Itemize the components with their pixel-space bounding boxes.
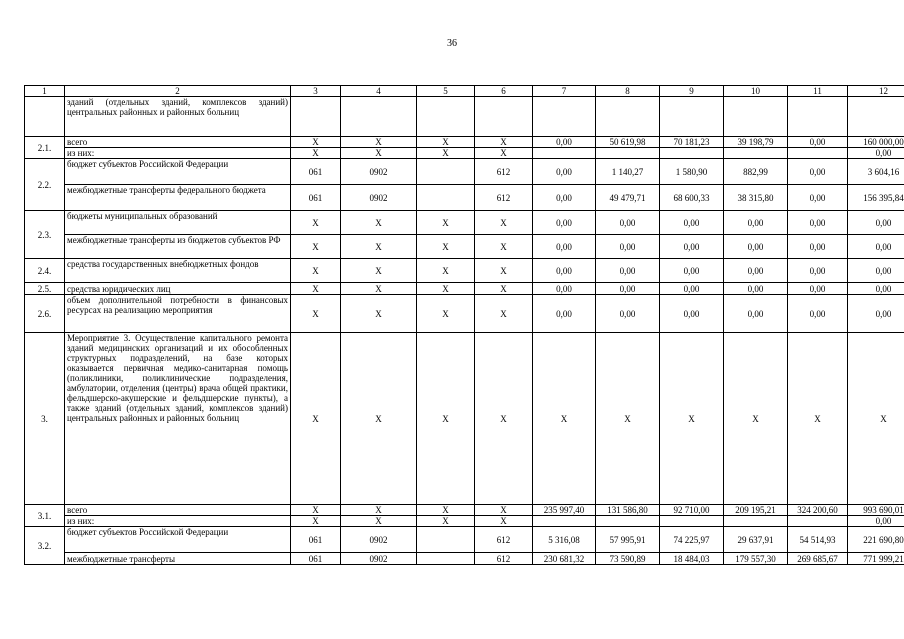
value-cell: 0,00: [788, 159, 848, 185]
value-cell: [533, 148, 596, 159]
row-number-cell: [25, 97, 65, 137]
value-cell: 0,00: [596, 211, 660, 235]
value-cell: 57 995,91: [596, 527, 660, 553]
value-cell: [596, 516, 660, 527]
row-number-cell: 3.1.: [25, 505, 65, 527]
value-cell: 0,00: [533, 259, 596, 283]
value-cell: 0,00: [596, 283, 660, 295]
value-cell: X: [533, 333, 596, 505]
value-cell: 0,00: [533, 159, 596, 185]
value-cell: 160 000,00: [848, 137, 904, 148]
value-cell: 0,00: [660, 295, 724, 333]
value-cell: X: [475, 235, 533, 259]
value-cell: 0,00: [788, 259, 848, 283]
value-cell: 269 685,67: [788, 553, 848, 565]
value-cell: X: [417, 295, 475, 333]
value-cell: 0,00: [660, 259, 724, 283]
header-cell: 7: [533, 86, 596, 97]
value-cell: X: [341, 211, 417, 235]
value-cell: 74 225,97: [660, 527, 724, 553]
value-cell: X: [417, 516, 475, 527]
value-cell: 612: [475, 527, 533, 553]
table-row: [25, 159, 904, 185]
value-cell: X: [417, 505, 475, 516]
value-cell: 0,00: [596, 259, 660, 283]
value-cell: 92 710,00: [660, 505, 724, 516]
value-cell: X: [417, 211, 475, 235]
value-cell: X: [417, 333, 475, 505]
value-cell: [417, 185, 475, 211]
value-cell: 993 690,01: [848, 505, 904, 516]
value-cell: 221 690,80: [848, 527, 904, 553]
value-cell: 612: [475, 159, 533, 185]
value-cell: [417, 553, 475, 565]
value-cell: [341, 97, 417, 137]
value-cell: [291, 97, 341, 137]
value-cell: X: [475, 516, 533, 527]
value-cell: 3 604,16: [848, 159, 904, 185]
value-cell: X: [291, 283, 341, 295]
table-row: [25, 259, 904, 283]
value-cell: [417, 159, 475, 185]
value-cell: 1 140,27: [596, 159, 660, 185]
value-cell: 324 200,60: [788, 505, 848, 516]
value-cell: X: [475, 148, 533, 159]
value-cell: 18 484,03: [660, 553, 724, 565]
row-name-cell: бюджеты муниципальных образований: [65, 211, 291, 235]
value-cell: X: [475, 137, 533, 148]
value-cell: X: [291, 235, 341, 259]
value-cell: X: [848, 333, 904, 505]
budget-table: [24, 85, 904, 565]
row-name-cell: из них:: [65, 516, 291, 527]
value-cell: X: [341, 148, 417, 159]
value-cell: 39 198,79: [724, 137, 788, 148]
value-cell: 0,00: [788, 185, 848, 211]
value-cell: [724, 97, 788, 137]
value-cell: 1 580,90: [660, 159, 724, 185]
value-cell: 235 997,40: [533, 505, 596, 516]
value-cell: 882,99: [724, 159, 788, 185]
value-cell: 0,00: [788, 235, 848, 259]
value-cell: X: [475, 295, 533, 333]
table-row: [25, 505, 904, 516]
value-cell: [788, 516, 848, 527]
value-cell: [724, 148, 788, 159]
table-row: [25, 235, 904, 259]
value-cell: [788, 148, 848, 159]
value-cell: 061: [291, 185, 341, 211]
value-cell: 50 619,98: [596, 137, 660, 148]
value-cell: 0,00: [848, 235, 904, 259]
value-cell: 156 395,84: [848, 185, 904, 211]
value-cell: X: [475, 211, 533, 235]
value-cell: 0,00: [533, 185, 596, 211]
value-cell: 0,00: [660, 283, 724, 295]
value-cell: 612: [475, 553, 533, 565]
table-row: [25, 295, 904, 333]
value-cell: 061: [291, 159, 341, 185]
value-cell: 771 999,21: [848, 553, 904, 565]
value-cell: X: [475, 259, 533, 283]
row-number-cell: 2.6.: [25, 295, 65, 333]
value-cell: 70 181,23: [660, 137, 724, 148]
value-cell: 0,00: [724, 283, 788, 295]
value-cell: 0,00: [848, 259, 904, 283]
value-cell: [417, 527, 475, 553]
value-cell: X: [724, 333, 788, 505]
value-cell: 0,00: [848, 283, 904, 295]
table-row: [25, 527, 904, 553]
row-name-cell: объем дополнительной потребности в финансовых ресурсах на реализацию мероприятия: [65, 295, 291, 333]
value-cell: X: [291, 148, 341, 159]
value-cell: X: [291, 295, 341, 333]
value-cell: [788, 97, 848, 137]
value-cell: X: [291, 516, 341, 527]
value-cell: 061: [291, 527, 341, 553]
value-cell: 0902: [341, 553, 417, 565]
value-cell: [596, 148, 660, 159]
row-name-cell: межбюджетные трансферты: [65, 553, 291, 565]
value-cell: [596, 97, 660, 137]
value-cell: 0,00: [848, 148, 904, 159]
value-cell: [660, 516, 724, 527]
row-name-cell: межбюджетные трансферты федерального бюджета: [65, 185, 291, 211]
row-name-cell: средства юридических лиц: [65, 283, 291, 295]
header-cell: 6: [475, 86, 533, 97]
value-cell: 179 557,30: [724, 553, 788, 565]
value-cell: 0,00: [788, 211, 848, 235]
value-cell: X: [475, 505, 533, 516]
page-number: 36: [447, 38, 457, 49]
value-cell: [724, 516, 788, 527]
header-cell: 2: [65, 86, 291, 97]
value-cell: X: [341, 516, 417, 527]
value-cell: X: [341, 333, 417, 505]
value-cell: X: [341, 259, 417, 283]
value-cell: 0,00: [724, 295, 788, 333]
value-cell: 0,00: [533, 235, 596, 259]
header-cell: 5: [417, 86, 475, 97]
table-row: [25, 148, 904, 159]
table-row: [25, 283, 904, 295]
value-cell: 230 681,32: [533, 553, 596, 565]
header-cell: 3: [291, 86, 341, 97]
value-cell: 0,00: [848, 295, 904, 333]
value-cell: X: [417, 235, 475, 259]
value-cell: X: [341, 137, 417, 148]
value-cell: X: [341, 505, 417, 516]
value-cell: X: [291, 259, 341, 283]
value-cell: X: [788, 333, 848, 505]
value-cell: 0,00: [788, 283, 848, 295]
value-cell: 38 315,80: [724, 185, 788, 211]
value-cell: X: [291, 505, 341, 516]
value-cell: 29 637,91: [724, 527, 788, 553]
value-cell: [660, 97, 724, 137]
table-row: [25, 97, 904, 137]
value-cell: [533, 516, 596, 527]
header-cell: 9: [660, 86, 724, 97]
value-cell: 061: [291, 553, 341, 565]
value-cell: 0,00: [724, 211, 788, 235]
header-cell: 12: [848, 86, 904, 97]
header-cell: 4: [341, 86, 417, 97]
value-cell: 0,00: [533, 295, 596, 333]
table-row: [25, 185, 904, 211]
value-cell: X: [475, 283, 533, 295]
value-cell: X: [417, 283, 475, 295]
row-name-cell: бюджет субъектов Российской Федерации: [65, 527, 291, 553]
value-cell: X: [417, 148, 475, 159]
value-cell: X: [660, 333, 724, 505]
value-cell: [475, 97, 533, 137]
value-cell: 54 514,93: [788, 527, 848, 553]
row-name-cell: всего: [65, 137, 291, 148]
value-cell: 0,00: [788, 295, 848, 333]
value-cell: 73 590,89: [596, 553, 660, 565]
table-row: [25, 137, 904, 148]
row-number-cell: 2.3.: [25, 211, 65, 259]
table-row: [25, 211, 904, 235]
value-cell: [660, 148, 724, 159]
header-cell: 10: [724, 86, 788, 97]
value-cell: 68 600,33: [660, 185, 724, 211]
value-cell: [848, 97, 904, 137]
value-cell: 0902: [341, 527, 417, 553]
value-cell: 0,00: [533, 283, 596, 295]
value-cell: 612: [475, 185, 533, 211]
value-cell: [417, 97, 475, 137]
row-name-cell: всего: [65, 505, 291, 516]
value-cell: 0,00: [848, 211, 904, 235]
value-cell: X: [341, 283, 417, 295]
value-cell: 0,00: [848, 516, 904, 527]
row-number-cell: 2.4.: [25, 259, 65, 283]
value-cell: X: [291, 137, 341, 148]
value-cell: 0,00: [724, 235, 788, 259]
row-number-cell: 2.1.: [25, 137, 65, 159]
value-cell: 131 586,80: [596, 505, 660, 516]
value-cell: X: [341, 235, 417, 259]
row-number-cell: 3.2.: [25, 527, 65, 565]
header-cell: 1: [25, 86, 65, 97]
row-name-cell: межбюджетные трансферты из бюджетов субъектов РФ: [65, 235, 291, 259]
value-cell: X: [417, 137, 475, 148]
row-number-cell: 2.5.: [25, 283, 65, 295]
value-cell: X: [475, 333, 533, 505]
value-cell: [533, 97, 596, 137]
value-cell: X: [596, 333, 660, 505]
row-number-cell: 2.2.: [25, 159, 65, 211]
row-name-cell: зданий (отдельных зданий, комплексов зданий) центральных районных и районных больниц: [65, 97, 291, 137]
row-name-cell: из них:: [65, 148, 291, 159]
value-cell: 0,00: [660, 211, 724, 235]
value-cell: 0,00: [724, 259, 788, 283]
value-cell: 0902: [341, 185, 417, 211]
header-cell: 8: [596, 86, 660, 97]
value-cell: X: [291, 333, 341, 505]
value-cell: 209 195,21: [724, 505, 788, 516]
value-cell: X: [341, 295, 417, 333]
value-cell: 49 479,71: [596, 185, 660, 211]
value-cell: 0,00: [788, 137, 848, 148]
value-cell: X: [417, 259, 475, 283]
value-cell: 0902: [341, 159, 417, 185]
row-name-cell: Мероприятие 3. Осуществление капитального ремонта зданий медицинских организаций и их обособленных структурных подразделений, на базе которых оказывается первичная медико-санитарная помощь (поликлиники, поликлинические подразделения, амбулатории, отделения (центры) врача общей практики, фельдшерско-акушерские и фельдшерские пункты), а также зданий (отдельных зданий, комплексов зданий) центральных районных и районных больниц: [65, 333, 291, 505]
value-cell: 0,00: [533, 137, 596, 148]
header-cell: 11: [788, 86, 848, 97]
table-row: [25, 553, 904, 565]
row-number-cell: 3.: [25, 333, 65, 505]
value-cell: 0,00: [660, 235, 724, 259]
value-cell: 0,00: [533, 211, 596, 235]
header-row: [25, 86, 904, 97]
row-name-cell: средства государственных внебюджетных фондов: [65, 259, 291, 283]
table-row: [25, 516, 904, 527]
value-cell: 0,00: [596, 295, 660, 333]
row-name-cell: бюджет субъектов Российской Федерации: [65, 159, 291, 185]
value-cell: 5 316,08: [533, 527, 596, 553]
value-cell: 0,00: [596, 235, 660, 259]
value-cell: X: [291, 211, 341, 235]
table-row: [25, 333, 904, 505]
